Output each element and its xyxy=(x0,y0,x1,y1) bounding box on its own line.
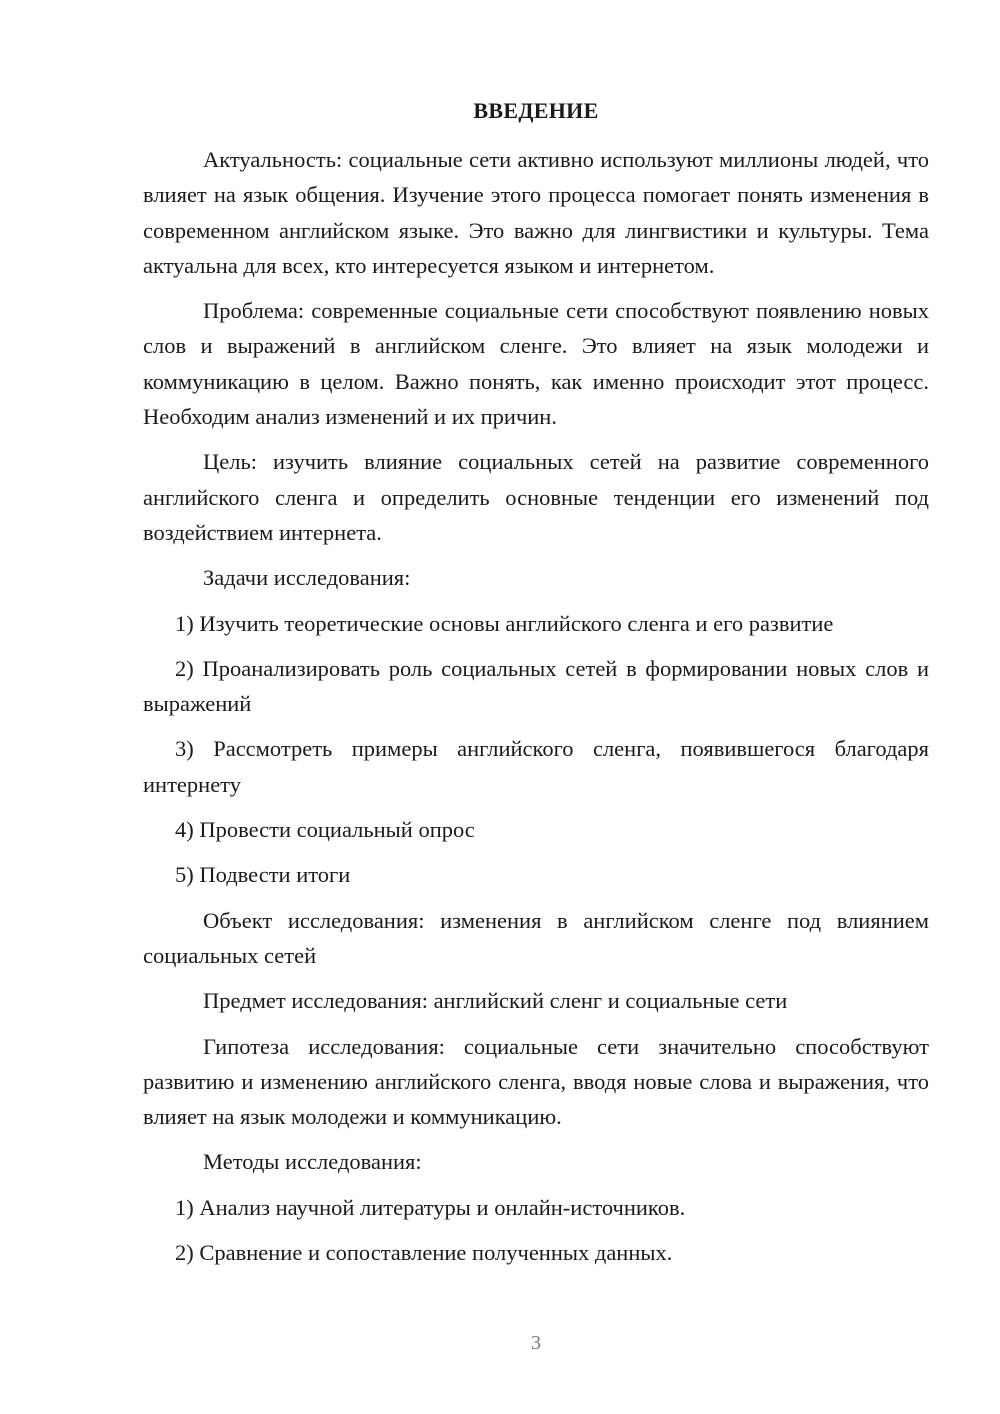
task-item: 2) Проанализировать роль социальных сетей в формировании новых слов и выражений xyxy=(143,655,929,717)
problem-paragraph: Проблема: современные социальные сети способствуют появлению новых слов и выражений в английском сленге. Это влияет на язык молодежи и коммуникацию в целом. Важно понять, как именно происходит этот процесс. Необходим анализ изменений и их причин. xyxy=(143,298,929,430)
method-item: 2) Сравнение и сопоставление полученных данных. xyxy=(175,1240,673,1266)
page-title: ВВЕДЕНИЕ xyxy=(473,98,599,123)
task-item: 3) Рассмотреть примеры английского сленга, появившегося благодаря интернету xyxy=(143,736,929,797)
goal-paragraph: Цель: изучить влияние социальных сетей на развитие современного английского сленга и определить основные тенденции его изменений под воздействием интернета. xyxy=(143,449,929,545)
document-body xyxy=(143,142,929,1280)
task-item: 4) Провести социальный опрос xyxy=(175,817,475,843)
tasks-heading: Задачи исследования: xyxy=(203,565,411,591)
object-paragraph: Объект исследования: изменения в английском сленге под влиянием социальных сетей xyxy=(143,907,929,968)
task-item: 5) Подвести итоги xyxy=(175,862,351,888)
page-number: 3 xyxy=(531,1332,541,1354)
relevance-paragraph: Актуальность: социальные сети активно используют миллионы людей, что влияет на язык общения. Изучение этого процесса помогает понять изменения в современном английском языке. Это важно для лингвистики и культуры. Тема актуальна для всех, кто интересуется языком и интернетом. xyxy=(143,147,929,278)
task-item: 1) Изучить теоретические основы английского сленга и его развитие xyxy=(175,610,834,636)
hypothesis-paragraph: Гипотеза исследования: социальные сети значительно способствуют развитию и изменению английского сленга, вводя новые слова и выражения, что влияет на язык молодежи и коммуникацию. xyxy=(143,1033,929,1130)
methods-heading: Методы исследования: xyxy=(203,1149,422,1175)
subject-paragraph: Предмет исследования: английский сленг и социальные сети xyxy=(203,988,788,1014)
method-item: 1) Анализ научной литературы и онлайн-источников. xyxy=(175,1194,686,1220)
